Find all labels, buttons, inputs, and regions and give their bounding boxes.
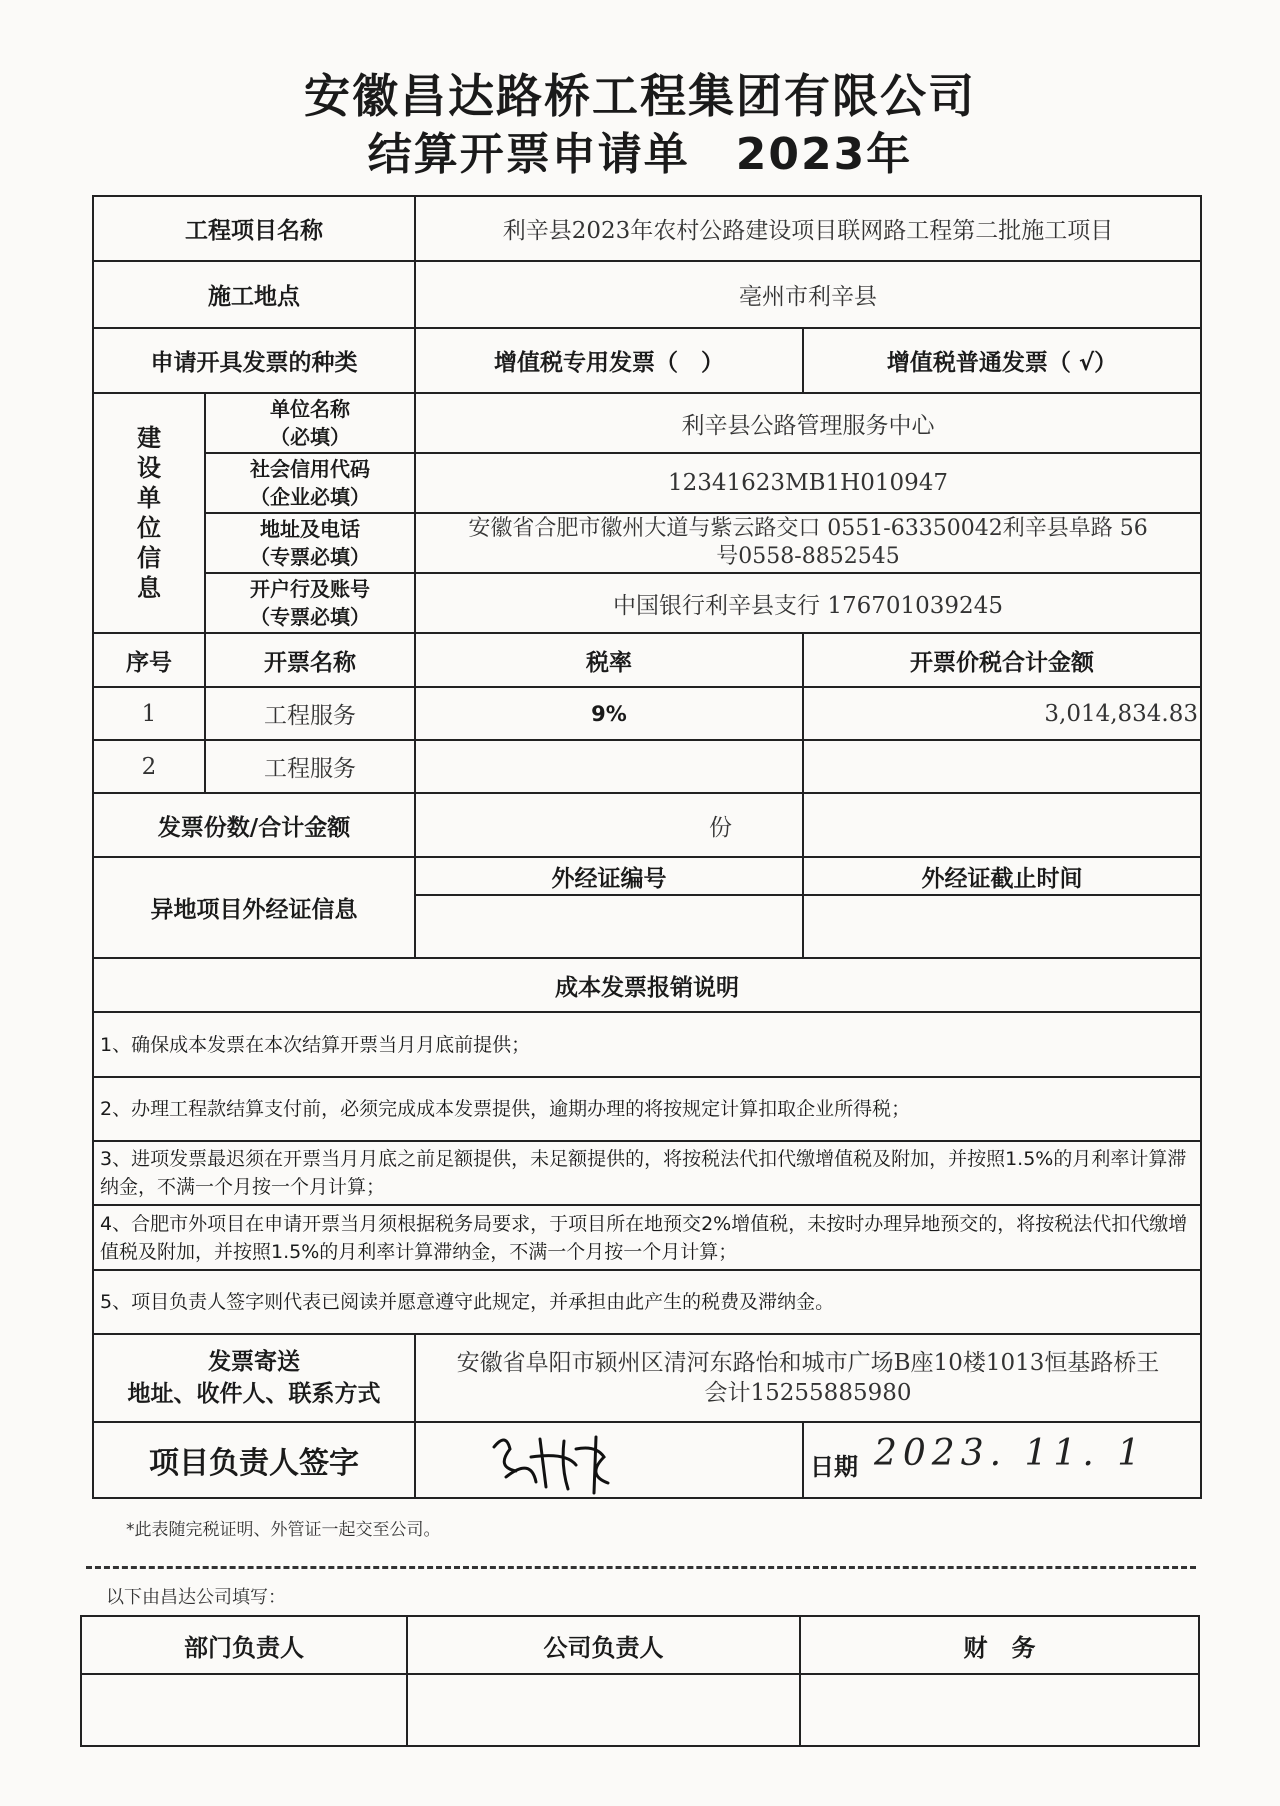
manager-signature-label: 项目负责人签字 — [93, 1422, 415, 1498]
external-number-value — [415, 895, 803, 958]
address-value-line1: 安徽省合肥市徽州大道与紫云路交口 0551-63350042利辛县阜路 56 — [468, 516, 1148, 541]
location-value: 亳州市利辛县 — [415, 261, 1201, 328]
handwritten-signature — [476, 1427, 656, 1497]
bank-note: （专票必填） — [250, 605, 370, 629]
external-expiry-label: 外经证截止时间 — [803, 857, 1201, 895]
item-name: 工程服务 — [205, 740, 415, 793]
item-amount: 3,014,834.83 — [803, 687, 1201, 740]
credit-code-label-text: 社会信用代码 — [250, 457, 370, 481]
item-seq: 1 — [93, 687, 205, 740]
tax-rate-header: 税率 — [415, 633, 803, 687]
credit-code-note: （企业必填） — [250, 485, 370, 509]
cost-invoice-title: 成本发票报销说明 — [93, 958, 1201, 1012]
address-value-line2: 号0558-8852545 — [716, 544, 900, 569]
special-invoice-option: 增值税专用发票（ ） — [415, 328, 803, 393]
unit-name-value: 利辛县公路管理服务中心 — [415, 393, 1201, 453]
sign-date-label: 日期 — [810, 1453, 858, 1481]
project-name-label: 工程项目名称 — [93, 196, 415, 261]
invoice-type-label: 申请开具发票的种类 — [93, 328, 415, 393]
cost-note-4: 4、合肥市外项目在申请开票当月须根据税务局要求，于项目所在地预交2%增值税，未按时办理异地预交的，将按税法代扣代缴增值税及附加，并按照1.5%的月利率计算滞纳金，不满一个月按一个月计算； — [93, 1205, 1201, 1270]
cost-note-1: 1、确保成本发票在本次结算开票当月月底前提供； — [93, 1012, 1201, 1077]
bank-value: 中国银行利辛县支行 176701039245 — [415, 573, 1201, 633]
project-name-value: 利辛县2023年农村公路建设项目联网路工程第二批施工项目 — [415, 196, 1201, 261]
external-expiry-value — [803, 895, 1201, 958]
unit-name-label-text: 单位名称 — [270, 397, 350, 421]
form-title: 结算开票申请单 2023年 — [367, 129, 913, 180]
bank-label — [205, 573, 415, 633]
location-label: 施工地点 — [93, 261, 415, 328]
finance-label: 财 务 — [800, 1616, 1199, 1674]
manager-signature — [415, 1422, 803, 1498]
cut-line-divider — [86, 1566, 1196, 1569]
item-tax-rate — [415, 740, 803, 793]
unit-name-note: （必填） — [270, 425, 350, 449]
credit-code-value: 12341623MB1H010947 — [415, 453, 1201, 513]
application-form — [92, 195, 1202, 1499]
cost-note-5: 5、项目负责人签字则代表已阅读并愿意遵守此规定，并承担由此产生的税费及滞纳金。 — [93, 1270, 1201, 1334]
address-value — [415, 513, 1201, 573]
address-label — [205, 513, 415, 573]
cost-note-3: 3、进项发票最迟须在开票当月月底之前足额提供，未足额提供的，将按税法代扣代缴增值税及附加，并按照1.5%的月利率计算滞纳金，不满一个月按一个月计算； — [93, 1141, 1201, 1205]
external-number-label: 外经证编号 — [415, 857, 803, 895]
company-title: 安徽昌达路桥工程集团有限公司 — [304, 69, 976, 123]
builder-group-text: 建设单位信息 — [137, 424, 161, 602]
copies-unit: 份 — [415, 793, 803, 857]
unit-name-label — [205, 393, 415, 453]
item-name: 工程服务 — [205, 687, 415, 740]
delivery-label-line2: 地址、收件人、联系方式 — [127, 1381, 381, 1407]
item-name-header: 开票名称 — [205, 633, 415, 687]
address-label-text: 地址及电话 — [260, 517, 360, 541]
item-seq: 2 — [93, 740, 205, 793]
table-row — [93, 740, 1201, 793]
item-amount — [803, 740, 1201, 793]
company-head-sign — [407, 1674, 800, 1746]
normal-invoice-option: 增值税普通发票（ √） — [803, 328, 1201, 393]
cost-note-2: 2、办理工程款结算支付前，必须完成成本发票提供，逾期办理的将按规定计算扣取企业所得税； — [93, 1077, 1201, 1141]
delivery-label — [93, 1334, 415, 1422]
table-row — [93, 687, 1201, 740]
total-amount — [803, 793, 1201, 857]
dept-head-label: 部门负责人 — [81, 1616, 407, 1674]
company-approval-table — [80, 1615, 1200, 1747]
finance-sign — [800, 1674, 1199, 1746]
bank-label-text: 开户行及账号 — [250, 577, 370, 601]
external-label: 异地项目外经证信息 — [93, 857, 415, 958]
company-head-label: 公司负责人 — [407, 1616, 800, 1674]
delivery-label-line1: 发票寄送 — [208, 1349, 300, 1375]
sign-date-value: 2023. 11. 1 — [874, 1433, 1147, 1474]
delivery-value-line2: 会计15255885980 — [704, 1380, 912, 1406]
totals-label: 发票份数/合计金额 — [93, 793, 415, 857]
company-fill-label: 以下由昌达公司填写： — [106, 1587, 286, 1608]
seq-header: 序号 — [93, 633, 205, 687]
delivery-value-line1: 安徽省阜阳市颍州区清河东路怡和城市广场B座10楼1013恒基路桥王 — [456, 1350, 1160, 1376]
footnote: *此表随完税证明、外管证一起交至公司。 — [126, 1520, 441, 1540]
delivery-value — [415, 1334, 1201, 1422]
amount-header: 开票价税合计金额 — [803, 633, 1201, 687]
address-note: （专票必填） — [250, 545, 370, 569]
item-tax-rate: 9% — [415, 687, 803, 740]
sign-date-cell — [803, 1422, 1201, 1498]
credit-code-label — [205, 453, 415, 513]
builder-group-label — [93, 393, 205, 633]
dept-head-sign — [81, 1674, 407, 1746]
